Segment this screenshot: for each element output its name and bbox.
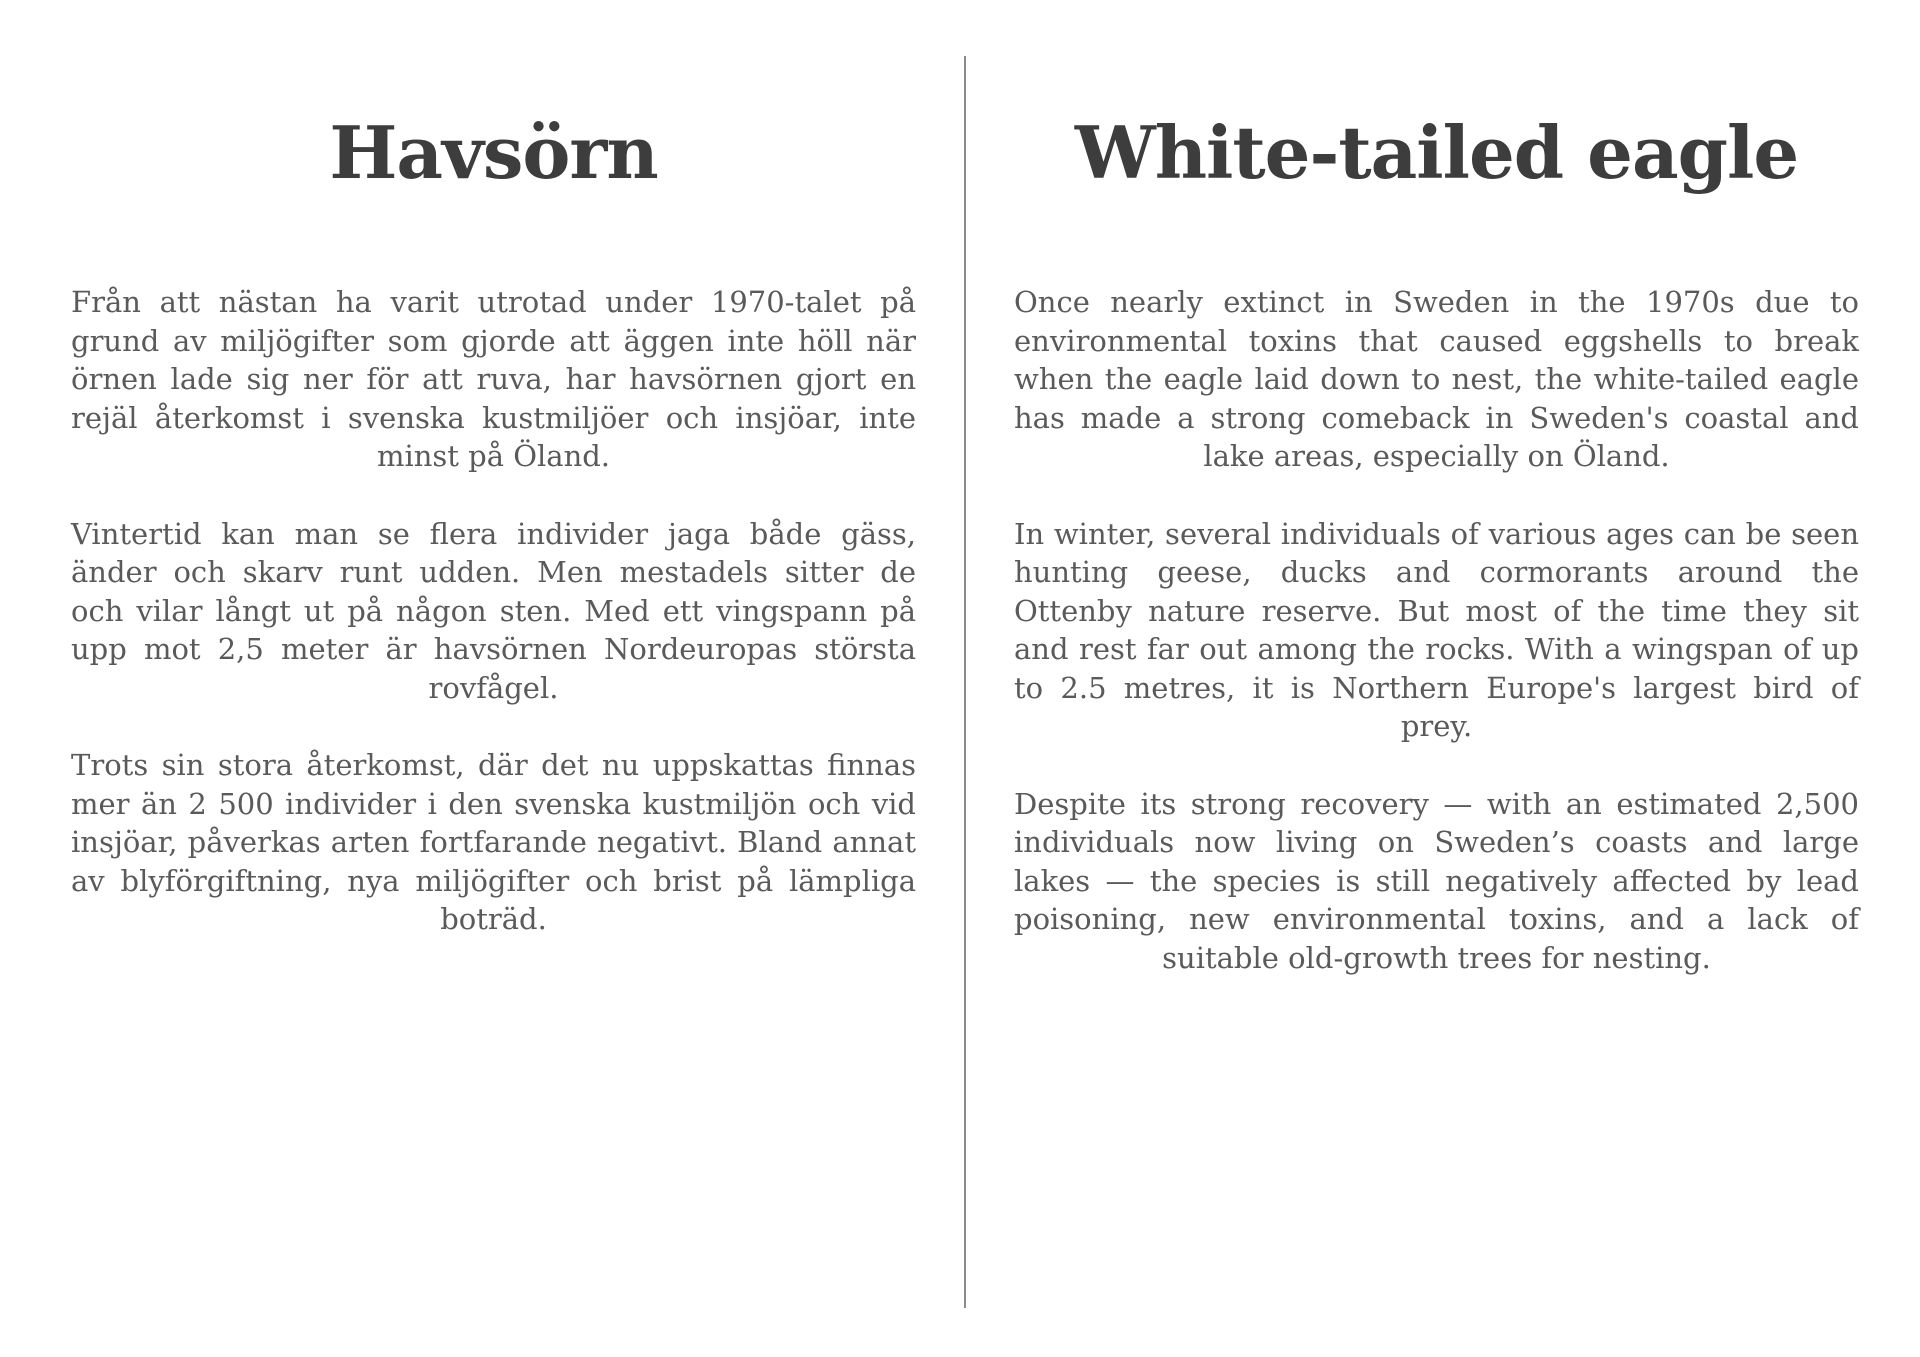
swedish-paragraph-2: Vintertid kan man se flera individer jaga både gäss, änder och skarv runt udden. Men mestadels sitter de och vilar långt ut på någon sten. Med ett vingspann på upp mot 2,5 meter är havsörnen Nordeuropas största rovfågel. [71, 516, 916, 705]
swedish-paragraph-1: Från att nästan ha varit utrotad under 1970-talet på grund av miljögifter som gjorde att äggen inte höll när örnen lade sig ner för att ruva, har havsörnen gjort en rejäl återkomst i svenska kustmiljöer och insjöar, inte minst på Öland. [71, 285, 916, 473]
english-paragraph-2: In winter, several individuals of various ages can be seen hunting geese, ducks and cormorants around the Ottenby nature reserve. But most of the time they sit and rest far out among the rocks. With a wingspan of up to 2.5 metres, it is Northern Europe's largest bird of prey. [1014, 516, 1859, 743]
swedish-title: Havsörn [329, 110, 658, 195]
column-divider [964, 56, 966, 1308]
english-paragraph-3: Despite its strong recovery — with an estimated 2,500 individuals now living on Sweden’s coasts and large lakes — the species is still negatively affected by lead poisoning, new environmental toxins, and a lack of suitable old-growth trees for nesting. [1014, 786, 1859, 975]
english-body [1014, 283, 1859, 1016]
swedish-paragraph-3: Trots sin stora återkomst, där det nu uppskattas finnas mer än 2 500 individer i den svenska kustmiljön och vid insjöar, påverkas arten fortfarande negativt. Bland annat av blyförgiftning, nya miljögifter och brist på lämpliga boträd. [71, 748, 916, 936]
swedish-body [71, 283, 916, 978]
english-paragraph-1: Once nearly extinct in Sweden in the 1970s due to environmental toxins that caused eggshells to break when the eagle laid down to nest, the white-tailed eagle has made a strong comeback in Sweden's coastal and lake areas, especially on Öland. [1014, 285, 1859, 473]
english-title: White-tailed eagle [1074, 110, 1799, 195]
